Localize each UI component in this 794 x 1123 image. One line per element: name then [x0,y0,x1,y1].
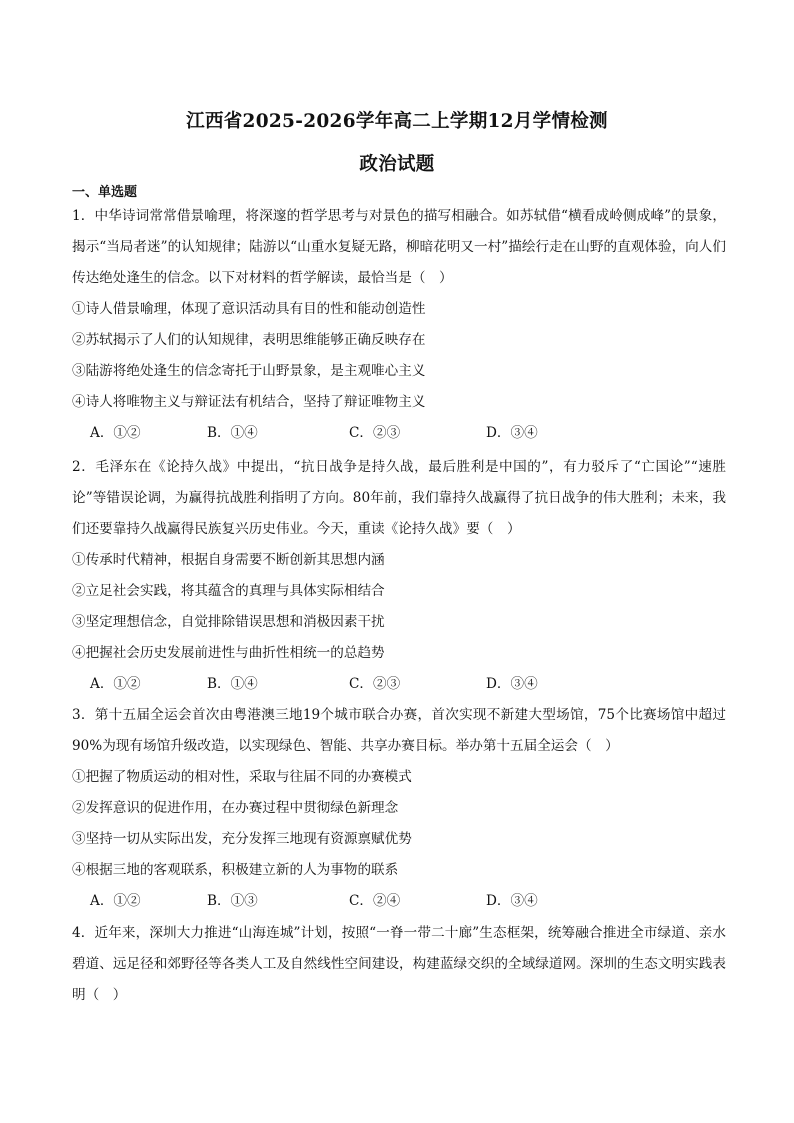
choice-d: D．③④ [486,676,538,692]
question-option: ①把握了物质运动的相对性，采取与往届不同的办赛模式 [72,769,412,785]
question-3 [72,700,726,917]
question-option: ①诗人借景喻理，体现了意识活动具有目的性和能动创造性 [72,301,426,317]
answer-choices [72,886,726,917]
question-option: ②苏轼揭示了人们的认知规律，表明思维能够正确反映存在 [72,332,426,348]
choice-a: A．①② [90,425,141,441]
question-4 [72,918,726,1011]
question-option: ④把握社会历史发展前进性与曲折性相统一的总趋势 [72,645,385,661]
choice-d: D．③④ [486,425,538,441]
question-2 [72,452,726,700]
question-option: ④根据三地的客观联系，积极建立新的人为事物的联系 [72,862,399,878]
choice-b: B．①④ [207,676,258,692]
question-stem: 3．第十五届全运会首次由粤港澳三地19个城市联合办赛，首次实现不新建大型场馆，75个比赛场馆中超过90%为现有场馆升级改造，以实现绿色、智能、共享办赛目标。举办第十五届全运会（ ） [72,707,726,754]
choice-c: C．②③ [349,425,401,441]
question-option: ④诗人将唯物主义与辩证法有机结合，坚持了辩证唯物主义 [72,394,426,410]
question-option: ②发挥意识的促进作用，在办赛过程中贯彻绿色新理念 [72,800,399,816]
question-stem: 4．近年来，深圳大力推进“山海连城”计划，按照“一脊一带二十廊”生态框架，统筹融合推进全市绿道、亲水碧道、远足径和郊野径等各类人工及自然线性空间建设，构建蓝绿交织的全域绿道网。深圳的生态文明实践表明（ ） [72,925,726,1003]
page-subtitle: 政治试题 [359,154,435,175]
choice-a: A．①② [90,676,141,692]
choice-b: B．①④ [207,425,258,441]
question-1 [72,201,726,449]
choice-d: D．③④ [486,893,538,909]
question-option: ③坚持一切从实际出发，充分发挥三地现有资源禀赋优势 [72,831,412,847]
section-heading: 一、单选题 [72,185,138,200]
answer-choices [72,418,726,449]
question-option: ①传承时代精神，根据自身需要不断创新其思想内涵 [72,552,385,568]
question-stem: 1．中华诗词常常借景喻理，将深邃的哲学思考与对景色的描写相融合。如苏轼借“横看成岭侧成峰”的景象，揭示“当局者迷”的认知规律；陆游以“山重水复疑无路，柳暗花明又一村”描绘行走在山野的直观体验，向人们传达绝处逢生的信念。以下对材料的哲学解读，最恰当是（ ） [72,208,726,286]
choice-c: C．②③ [349,676,401,692]
answer-choices [72,669,726,700]
page-title: 江西省2025-2026学年高二上学期12月学情检测 [186,111,608,132]
question-option: ③陆游将绝处逢生的信念寄托于山野景象，是主观唯心主义 [72,363,426,379]
question-option: ②立足社会实践，将其蕴含的真理与具体实际相结合 [72,583,385,599]
question-option: ③坚定理想信念，自觉排除错误思想和消极因素干扰 [72,614,385,630]
choice-b: B．①③ [207,893,258,909]
choice-a: A．①② [90,893,141,909]
choice-c: C．②④ [349,893,401,909]
question-stem: 2．毛泽东在《论持久战》中提出，“抗日战争是持久战，最后胜利是中国的”，有力驳斥了“亡国论”“速胜论”等错误论调，为赢得抗战胜利指明了方向。80年前，我们靠持久战赢得了抗日战争的伟大胜利；未来，我们还要靠持久战赢得民族复兴历史伟业。今天，重读《论持久战》要（ ） [72,459,726,537]
